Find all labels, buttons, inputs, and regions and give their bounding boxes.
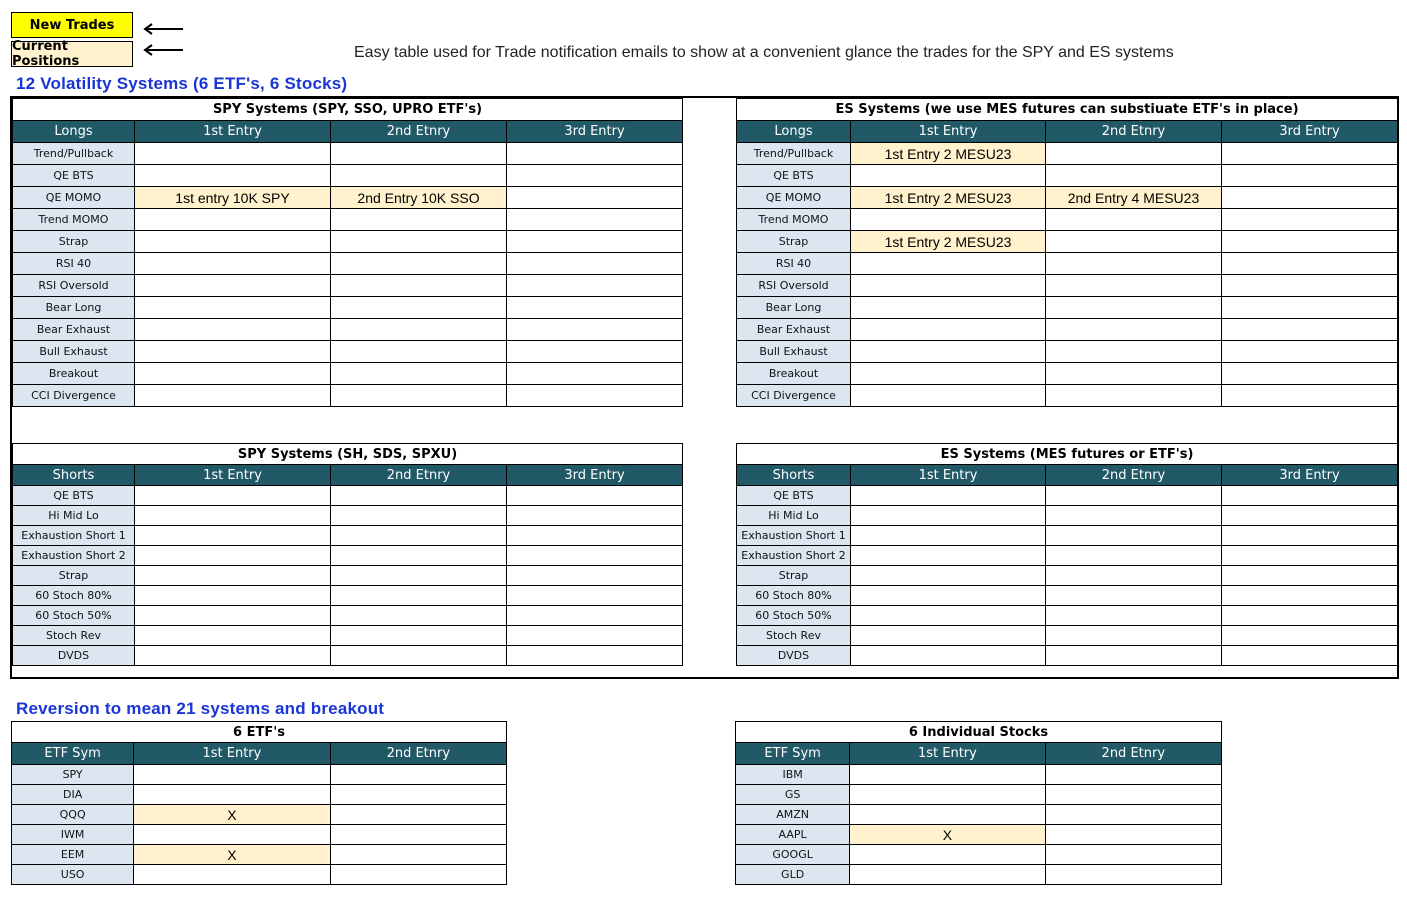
entry-cell[interactable]: 1st entry 10K SPY (135, 187, 331, 209)
entry-cell[interactable] (851, 546, 1046, 566)
row-label: Strap (737, 231, 851, 253)
entry-cell[interactable] (331, 486, 507, 506)
entry-cell[interactable] (1222, 363, 1398, 385)
entry-cell[interactable] (135, 319, 331, 341)
table-row (737, 546, 1398, 566)
table-row (737, 385, 1398, 407)
entry-cell[interactable] (1046, 385, 1222, 407)
row-label: GS (736, 785, 850, 805)
entry-cell[interactable] (1222, 231, 1398, 253)
entry-cell[interactable] (1046, 253, 1222, 275)
legend-current-positions: Current Positions (11, 41, 133, 67)
entry-cell[interactable]: 1st Entry 2 MESU23 (851, 187, 1046, 209)
row-label: Exhaustion Short 2 (737, 546, 851, 566)
entry-cell[interactable] (1046, 646, 1222, 666)
table-row (13, 566, 683, 586)
entry-cell[interactable] (1045, 825, 1221, 845)
entry-cell[interactable] (851, 297, 1046, 319)
row-label: AAPL (736, 825, 850, 845)
entry-cell[interactable] (507, 209, 683, 231)
entry-cell[interactable] (134, 785, 330, 805)
entry-cell[interactable] (850, 845, 1045, 865)
entry-cell[interactable] (1046, 165, 1222, 187)
row-label: DIA (12, 785, 134, 805)
entry-cell[interactable] (850, 805, 1045, 825)
table-row (13, 363, 683, 385)
entry-cell[interactable] (507, 646, 683, 666)
entry-cell[interactable] (331, 566, 507, 586)
entry-cell[interactable] (507, 526, 683, 546)
description-text: Easy table used for Trade notification emails to show at a convenient glance the trades for the SPY and ES systems (354, 44, 1174, 61)
entry-cell[interactable] (331, 586, 507, 606)
entry-cell[interactable] (507, 143, 683, 165)
entry-cell[interactable] (507, 341, 683, 363)
entry-cell[interactable] (507, 253, 683, 275)
entry-cell[interactable] (1046, 143, 1222, 165)
row-label: CCI Divergence (13, 385, 135, 407)
entry-cell[interactable] (135, 546, 331, 566)
row-label: DVDS (737, 646, 851, 666)
entry-cell[interactable] (1045, 845, 1221, 865)
table-row (13, 143, 683, 165)
entry-cell[interactable] (331, 646, 507, 666)
row-label: Trend/Pullback (737, 143, 851, 165)
volatility-section-title: 12 Volatility Systems (6 ETF's, 6 Stocks) (16, 74, 348, 93)
column-header: ETF Sym (12, 743, 134, 765)
entry-cell[interactable] (1046, 231, 1222, 253)
entry-cell[interactable] (1222, 341, 1398, 363)
entry-cell[interactable] (850, 865, 1045, 885)
entry-cell[interactable] (135, 165, 331, 187)
column-header: Shorts (737, 465, 851, 486)
entry-cell[interactable] (850, 765, 1045, 785)
table-caption: SPY Systems (SPY, SSO, UPRO ETF's) (13, 99, 683, 121)
column-header: 2nd Etnry (1045, 743, 1221, 765)
row-label: USO (12, 865, 134, 885)
entry-cell[interactable] (851, 486, 1046, 506)
row-label: QE MOMO (737, 187, 851, 209)
entry-cell[interactable] (330, 765, 506, 785)
entry-cell[interactable] (1222, 566, 1398, 586)
row-label: Breakout (13, 363, 135, 385)
entry-cell[interactable] (1222, 319, 1398, 341)
column-header: 1st Entry (135, 121, 331, 143)
table-row (737, 486, 1398, 506)
row-label: RSI 40 (737, 253, 851, 275)
entry-cell[interactable] (330, 865, 506, 885)
column-header: Shorts (13, 465, 135, 486)
table-row (12, 785, 507, 805)
column-header: 2nd Etnry (331, 121, 507, 143)
table-caption: SPY Systems (SH, SDS, SPXU) (13, 444, 683, 465)
column-header: 2nd Etnry (331, 465, 507, 486)
entry-cell[interactable] (1046, 275, 1222, 297)
table-row (737, 275, 1398, 297)
table-row (12, 825, 507, 845)
entry-cell[interactable] (1046, 209, 1222, 231)
entry-cell[interactable] (1222, 253, 1398, 275)
entry-cell[interactable] (1045, 805, 1221, 825)
entry-cell[interactable] (1222, 626, 1398, 646)
entry-cell[interactable] (135, 586, 331, 606)
table-row (737, 586, 1398, 606)
row-label: Exhaustion Short 1 (737, 526, 851, 546)
row-label: CCI Divergence (737, 385, 851, 407)
entry-cell[interactable] (135, 297, 331, 319)
entry-cell[interactable] (1222, 586, 1398, 606)
table-row (13, 626, 683, 646)
entry-cell[interactable] (851, 526, 1046, 546)
entry-cell[interactable] (330, 825, 506, 845)
table-row (12, 865, 507, 885)
entry-cell[interactable] (1045, 765, 1221, 785)
table-row (737, 646, 1398, 666)
row-label: GLD (736, 865, 850, 885)
row-label: 60 Stoch 50% (737, 606, 851, 626)
entry-cell[interactable] (1222, 297, 1398, 319)
row-label: IWM (12, 825, 134, 845)
table-caption: ES Systems (MES futures or ETF's) (737, 444, 1398, 465)
entry-cell[interactable] (507, 546, 683, 566)
entry-cell[interactable] (851, 253, 1046, 275)
entry-cell[interactable] (135, 275, 331, 297)
entry-cell[interactable] (851, 606, 1046, 626)
column-header: 1st Entry (851, 465, 1046, 486)
row-label: GOOGL (736, 845, 850, 865)
entry-cell[interactable]: 2nd Entry 4 MESU23 (1046, 187, 1222, 209)
table-row (736, 785, 1222, 805)
entry-cell[interactable] (1046, 486, 1222, 506)
entry-cell[interactable] (331, 253, 507, 275)
entry-cell[interactable] (851, 506, 1046, 526)
entry-cell[interactable] (135, 253, 331, 275)
table-row (737, 526, 1398, 546)
entry-cell[interactable] (331, 626, 507, 646)
entry-cell[interactable] (330, 805, 506, 825)
entry-cell[interactable] (507, 297, 683, 319)
entry-cell[interactable] (507, 486, 683, 506)
row-label: Hi Mid Lo (737, 506, 851, 526)
table-row (736, 825, 1222, 845)
table-row (12, 765, 507, 785)
entry-cell[interactable] (1046, 319, 1222, 341)
entry-cell[interactable] (1045, 785, 1221, 805)
row-label: Strap (13, 231, 135, 253)
entry-cell[interactable] (330, 845, 506, 865)
table-row (737, 626, 1398, 646)
entry-cell[interactable] (1222, 165, 1398, 187)
entry-cell[interactable]: X (134, 845, 330, 865)
table-row (13, 165, 683, 187)
row-label: Bull Exhaust (737, 341, 851, 363)
entry-cell[interactable] (331, 165, 507, 187)
column-header: 3rd Entry (1222, 465, 1398, 486)
table-row (737, 566, 1398, 586)
column-header: Longs (737, 121, 851, 143)
row-label: Bear Exhaust (13, 319, 135, 341)
spy-shorts-table (12, 443, 683, 666)
table-row (737, 297, 1398, 319)
entry-cell[interactable] (331, 209, 507, 231)
column-header: Longs (13, 121, 135, 143)
table-row (13, 646, 683, 666)
row-label: Bear Long (13, 297, 135, 319)
table-row (13, 187, 683, 209)
entry-cell[interactable] (850, 785, 1045, 805)
entry-cell[interactable] (331, 506, 507, 526)
row-label: QE BTS (13, 165, 135, 187)
table-row (737, 165, 1398, 187)
reversion-section-title: Reversion to mean 21 systems and breakout (16, 699, 385, 718)
table-row (13, 385, 683, 407)
entry-cell[interactable] (1222, 143, 1398, 165)
entry-cell[interactable] (1222, 385, 1398, 407)
es-longs-table (736, 98, 1398, 407)
entry-cell[interactable] (851, 341, 1046, 363)
entry-cell[interactable] (1046, 566, 1222, 586)
row-label: QE BTS (737, 486, 851, 506)
left-arrow-icon (142, 23, 184, 35)
entry-cell[interactable] (331, 546, 507, 566)
row-label: RSI Oversold (13, 275, 135, 297)
entry-cell[interactable] (507, 506, 683, 526)
entry-cell[interactable] (1046, 526, 1222, 546)
row-label: QE BTS (737, 165, 851, 187)
entry-cell[interactable] (1046, 297, 1222, 319)
entry-cell[interactable] (507, 626, 683, 646)
entry-cell[interactable] (134, 765, 330, 785)
table-row (736, 845, 1222, 865)
table-row (12, 805, 507, 825)
table-row (737, 253, 1398, 275)
entry-cell[interactable] (135, 209, 331, 231)
entry-cell[interactable]: 1st Entry 2 MESU23 (851, 143, 1046, 165)
entry-cell[interactable] (135, 341, 331, 363)
entry-cell[interactable] (507, 385, 683, 407)
entry-cell[interactable] (1222, 486, 1398, 506)
row-label: Trend/Pullback (13, 143, 135, 165)
entry-cell[interactable] (851, 566, 1046, 586)
entry-cell[interactable] (507, 275, 683, 297)
row-label: Strap (737, 566, 851, 586)
column-header: 3rd Entry (1222, 121, 1398, 143)
table-row (13, 606, 683, 626)
entry-cell[interactable] (1222, 546, 1398, 566)
table-caption: 6 Individual Stocks (736, 722, 1222, 743)
entry-cell[interactable] (135, 363, 331, 385)
table-caption: 6 ETF's (12, 722, 507, 743)
row-label: QE BTS (13, 486, 135, 506)
stocks-table (735, 721, 1222, 885)
entry-cell[interactable] (1046, 363, 1222, 385)
table-row (736, 765, 1222, 785)
entry-cell[interactable] (851, 275, 1046, 297)
row-label: Exhaustion Short 1 (13, 526, 135, 546)
column-header: 3rd Entry (507, 121, 683, 143)
entry-cell[interactable] (331, 297, 507, 319)
entry-cell[interactable] (135, 526, 331, 546)
row-label: Stoch Rev (13, 626, 135, 646)
entry-cell[interactable] (331, 385, 507, 407)
left-arrow-icon (142, 44, 184, 56)
row-label: 60 Stoch 50% (13, 606, 135, 626)
table-row (13, 231, 683, 253)
table-row (13, 297, 683, 319)
entry-cell[interactable] (1222, 526, 1398, 546)
table-row (737, 209, 1398, 231)
entry-cell[interactable] (1046, 626, 1222, 646)
entry-cell[interactable] (1222, 506, 1398, 526)
column-header: 1st Entry (135, 465, 331, 486)
es-shorts-table (736, 443, 1398, 666)
entry-cell[interactable] (135, 646, 331, 666)
entry-cell[interactable] (851, 385, 1046, 407)
entry-cell[interactable] (331, 143, 507, 165)
row-label: 60 Stoch 80% (13, 586, 135, 606)
entry-cell[interactable] (331, 319, 507, 341)
entry-cell[interactable] (851, 363, 1046, 385)
column-header: 2nd Etnry (330, 743, 506, 765)
entry-cell[interactable] (331, 341, 507, 363)
column-header: 1st Entry (850, 743, 1045, 765)
entry-cell[interactable] (1046, 341, 1222, 363)
row-label: Trend MOMO (737, 209, 851, 231)
entry-cell[interactable] (507, 363, 683, 385)
entry-cell[interactable] (507, 231, 683, 253)
entry-cell[interactable] (330, 785, 506, 805)
table-row (736, 805, 1222, 825)
entry-cell[interactable]: X (134, 805, 330, 825)
table-row (13, 341, 683, 363)
entry-cell[interactable] (1046, 546, 1222, 566)
table-row (736, 865, 1222, 885)
table-row (737, 506, 1398, 526)
row-label: Breakout (737, 363, 851, 385)
table-row (13, 275, 683, 297)
table-row (737, 187, 1398, 209)
row-label: IBM (736, 765, 850, 785)
entry-cell[interactable] (135, 506, 331, 526)
row-label: RSI Oversold (737, 275, 851, 297)
table-row (13, 526, 683, 546)
entry-cell[interactable] (331, 363, 507, 385)
row-label: EEM (12, 845, 134, 865)
legend-new-trades: New Trades (11, 12, 133, 38)
row-label: Exhaustion Short 2 (13, 546, 135, 566)
entry-cell[interactable] (135, 385, 331, 407)
entry-cell[interactable] (134, 825, 330, 845)
row-label: Hi Mid Lo (13, 506, 135, 526)
entry-cell[interactable] (507, 165, 683, 187)
column-header: 3rd Entry (507, 465, 683, 486)
column-header: 2nd Etnry (1046, 121, 1222, 143)
table-row (13, 586, 683, 606)
entry-cell[interactable] (331, 231, 507, 253)
row-label: Strap (13, 566, 135, 586)
entry-cell[interactable] (507, 586, 683, 606)
entry-cell[interactable] (851, 586, 1046, 606)
row-label: RSI 40 (13, 253, 135, 275)
table-row (737, 606, 1398, 626)
entry-cell[interactable] (331, 606, 507, 626)
row-label: QE MOMO (13, 187, 135, 209)
entry-cell[interactable] (135, 566, 331, 586)
entry-cell[interactable] (1046, 506, 1222, 526)
entry-cell[interactable] (1222, 187, 1398, 209)
row-label: QQQ (12, 805, 134, 825)
entry-cell[interactable] (1222, 209, 1398, 231)
entry-cell[interactable] (851, 165, 1046, 187)
table-row (737, 363, 1398, 385)
entry-cell[interactable]: 1st Entry 2 MESU23 (851, 231, 1046, 253)
spy-longs-table (12, 98, 683, 407)
entry-cell[interactable] (331, 275, 507, 297)
entry-cell[interactable] (1045, 865, 1221, 885)
table-row (13, 319, 683, 341)
table-row (13, 506, 683, 526)
entry-cell[interactable] (851, 626, 1046, 646)
entry-cell[interactable] (851, 209, 1046, 231)
row-label: Stoch Rev (737, 626, 851, 646)
entry-cell[interactable] (135, 143, 331, 165)
entry-cell[interactable] (1222, 606, 1398, 626)
column-header: 2nd Etnry (1046, 465, 1222, 486)
entry-cell[interactable] (135, 626, 331, 646)
entry-cell[interactable] (507, 187, 683, 209)
entry-cell[interactable] (135, 606, 331, 626)
table-row (737, 231, 1398, 253)
entry-cell[interactable] (507, 319, 683, 341)
row-label: DVDS (13, 646, 135, 666)
table-row (737, 341, 1398, 363)
entry-cell[interactable] (1222, 275, 1398, 297)
row-label: Bear Exhaust (737, 319, 851, 341)
entry-cell[interactable] (1046, 606, 1222, 626)
table-row (12, 845, 507, 865)
row-label: 60 Stoch 80% (737, 586, 851, 606)
table-row (737, 319, 1398, 341)
row-label: SPY (12, 765, 134, 785)
table-row (13, 486, 683, 506)
row-label: AMZN (736, 805, 850, 825)
row-label: Trend MOMO (13, 209, 135, 231)
etf-table (11, 721, 507, 885)
entry-cell[interactable]: X (850, 825, 1045, 845)
column-header: ETF Sym (736, 743, 850, 765)
entry-cell[interactable]: 2nd Entry 10K SSO (331, 187, 507, 209)
entry-cell[interactable] (851, 646, 1046, 666)
entry-cell[interactable] (331, 526, 507, 546)
entry-cell[interactable] (1046, 586, 1222, 606)
entry-cell[interactable] (134, 865, 330, 885)
entry-cell[interactable] (507, 606, 683, 626)
column-header: 1st Entry (134, 743, 330, 765)
row-label: Bull Exhaust (13, 341, 135, 363)
table-caption: ES Systems (we use MES futures can substiuate ETF's in place) (737, 99, 1398, 121)
entry-cell[interactable] (851, 319, 1046, 341)
table-row (737, 143, 1398, 165)
row-label: Bear Long (737, 297, 851, 319)
entry-cell[interactable] (1222, 646, 1398, 666)
table-row (13, 253, 683, 275)
table-row (13, 209, 683, 231)
table-row (13, 546, 683, 566)
entry-cell[interactable] (135, 486, 331, 506)
column-header: 1st Entry (851, 121, 1046, 143)
entry-cell[interactable] (135, 231, 331, 253)
entry-cell[interactable] (507, 566, 683, 586)
